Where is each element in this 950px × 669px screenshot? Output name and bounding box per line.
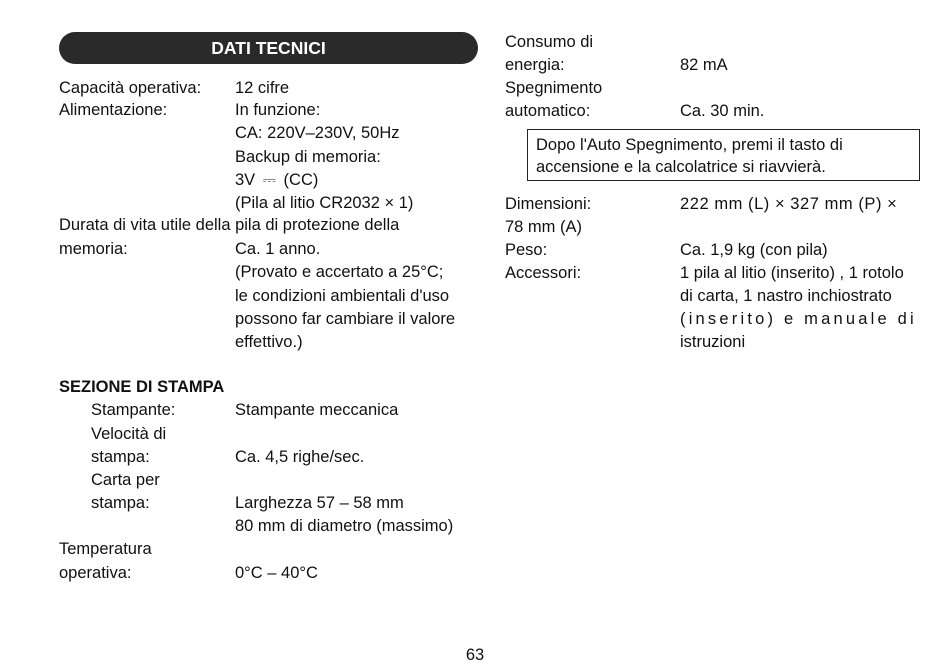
printer-label: Stampante: [91,401,176,419]
consumption-value: 82 mA [680,56,728,74]
battery-note-3: possono far cambiare il valore [235,310,456,328]
accessories-line-1: 1 pila al litio (inserito) , 1 rotolo [680,264,904,282]
dimensions-label: Dimensioni: [505,195,592,213]
accessories-line-2: di carta, 1 nastro inchiostrato [680,287,892,305]
accessories-line-4: istruzioni [680,333,746,351]
paper-value-2: 80 mm di diametro (massimo) [235,517,454,535]
section-title: DATI TECNICI [211,38,326,58]
speed-value: Ca. 4,5 righe/sec. [235,448,365,466]
battery-note-1: (Provato e accertato a 25°C; [235,263,444,281]
capacity-label: Capacità operativa: [59,79,202,97]
weight-label: Peso: [505,241,548,259]
consumption-label-1: Consumo di [505,33,594,51]
accessories-line-3: (inserito) e manuale di [680,310,917,328]
auto-off-note-box [527,129,920,181]
battery-life-label-2: memoria: [59,240,128,258]
consumption-label-2: energia: [505,56,565,74]
printer-value: Stampante meccanica [235,401,399,419]
dimensions-value-1: 222 mm (L) × 327 mm (P) × [680,195,898,213]
page-number: 63 [465,646,485,664]
power-line-2: CA: 220V–230V, 50Hz [235,124,400,142]
auto-off-value: Ca. 30 min. [680,102,765,120]
auto-off-note-line-1: Dopo l'Auto Spegnimento, premi il tasto di [536,136,843,154]
speed-label-2: stampa: [91,448,150,466]
paper-label-2: stampa: [91,494,150,512]
auto-off-label-2: automatico: [505,102,591,120]
section-title-bar [59,32,478,64]
auto-off-label-1: Spegnimento [505,79,603,97]
print-section-title: SEZIONE DI STAMPA [59,378,225,396]
power-line-3: Backup di memoria: [235,148,381,166]
battery-note-4: effettivo.) [235,333,303,351]
power-line-4 [235,169,318,192]
capacity-value: 12 cifre [235,79,290,97]
power-line-6: (Pila al litio CR2032 × 1) [235,194,414,212]
battery-life-label-1: Durata di vita utile della pila di protezione della [59,216,400,234]
dimensions-value-2: 78 mm (A) [505,218,583,236]
accessories-label: Accessori: [505,264,582,282]
paper-value-1: Larghezza 57 – 58 mm [235,494,404,512]
temperature-label-1: Temperatura [59,540,152,558]
power-label: Alimentazione: [59,101,168,119]
dc-symbol-icon: ⎓ [262,171,276,189]
temperature-value: 0°C – 40°C [235,564,318,582]
speed-label-1: Velocità di [91,425,167,443]
temperature-label-2: operativa: [59,564,132,582]
power-line-1: In funzione: [235,101,321,119]
battery-note-2: le condizioni ambientali d'uso [235,287,450,305]
voltage-value: 3V [235,171,256,189]
battery-life-value: Ca. 1 anno. [235,240,321,258]
weight-value: Ca. 1,9 kg (con pila) [680,241,828,259]
dc-label: (CC) [283,171,319,189]
paper-label-1: Carta per [91,471,160,489]
auto-off-note-line-2: accensione e la calcolatrice si riavvierà. [536,158,826,176]
